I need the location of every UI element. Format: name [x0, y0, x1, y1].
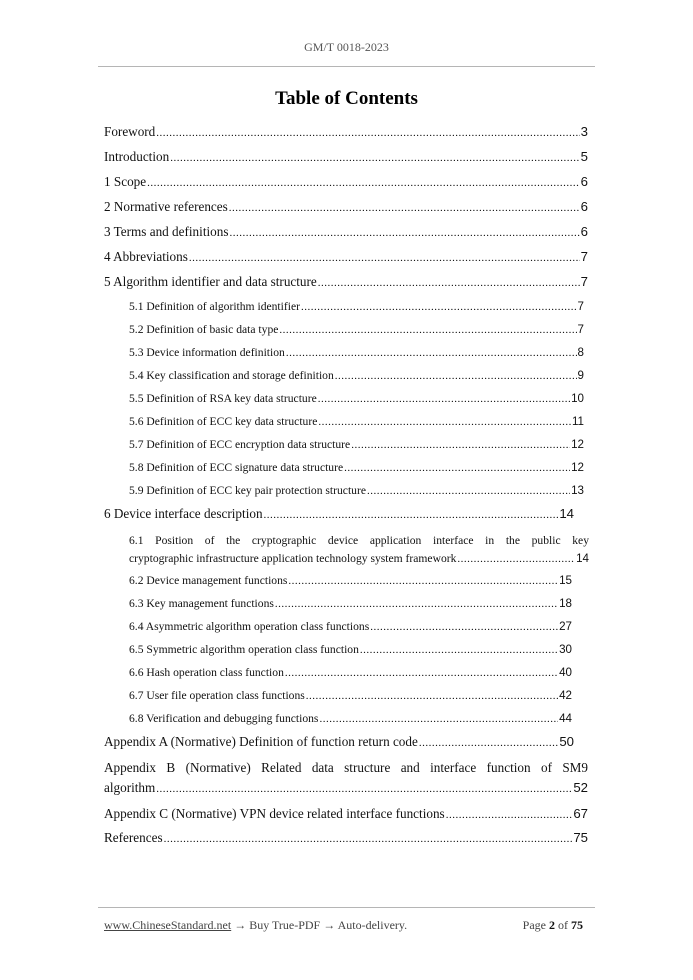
toc-entry-title: 5.2 Definition of basic data type — [129, 323, 279, 336]
toc-entry-title: 6.3 Key management functions — [129, 597, 274, 610]
dot-leader — [285, 667, 558, 679]
toc-entry-page: 13 — [571, 484, 584, 497]
toc-entry-title: 5 Algorithm identifier and data structure — [104, 274, 317, 289]
dot-leader — [279, 324, 576, 336]
toc-entry-6-6[interactable] — [104, 662, 572, 685]
toc-entry-5-8[interactable] — [104, 457, 584, 480]
toc-entry-title: Foreword — [104, 124, 156, 139]
toc-entry-page: 7 — [577, 323, 584, 336]
toc-entry-appendix-c[interactable] — [104, 801, 588, 827]
toc-entry-page: 6 — [580, 199, 588, 214]
toc-entry-5-6[interactable] — [104, 411, 584, 434]
toc-entry-title: 6.2 Device management functions — [129, 574, 288, 587]
page-label: Page — [522, 918, 546, 932]
dot-leader — [344, 462, 570, 474]
toc-entry-page: 6 — [580, 224, 588, 239]
toc-entry-page: 7 — [580, 249, 588, 264]
dot-leader — [367, 485, 570, 497]
dot-leader — [419, 737, 558, 749]
footer-promo — [104, 918, 407, 933]
toc-entry-5-7[interactable] — [104, 434, 584, 457]
dot-leader — [457, 553, 575, 565]
toc-entry-6-5[interactable] — [104, 639, 572, 662]
toc-entry-page: 67 — [573, 806, 588, 821]
dot-leader — [189, 252, 580, 264]
toc-entry-6-3[interactable] — [104, 593, 572, 616]
toc-entry-page: 30 — [559, 643, 572, 656]
toc-entry-terms[interactable] — [104, 221, 588, 246]
toc-entry-6-1[interactable] — [104, 528, 589, 570]
toc-entry-title: References — [104, 830, 163, 845]
toc-entry-title: 6.5 Symmetric algorithm operation class function — [129, 643, 359, 656]
toc-entry-appendix-b[interactable] — [104, 756, 588, 801]
dot-leader — [446, 809, 573, 821]
toc-entry-5-4[interactable] — [104, 365, 584, 388]
toc-entry-title: 5.5 Definition of RSA key data structure — [129, 392, 317, 405]
toc-entry-page: 14 — [576, 552, 589, 565]
toc-entry-appendix-a[interactable] — [104, 731, 574, 756]
toc-entry-5-3[interactable] — [104, 342, 584, 365]
dot-leader — [229, 202, 580, 214]
toc-entry-page: 9 — [577, 369, 584, 382]
toc-entry-title: 4 Abbreviations — [104, 249, 188, 264]
toc-entry-page: 6 — [580, 174, 588, 189]
dot-leader — [319, 713, 558, 725]
toc-entry-page: 12 — [571, 438, 584, 451]
dot-leader — [360, 644, 558, 656]
toc-entry-page: 7 — [577, 300, 584, 313]
toc-entry-6-7[interactable] — [104, 685, 572, 708]
toc-entry-title: 6 Device interface description — [104, 506, 263, 521]
dot-leader — [370, 621, 558, 633]
dot-leader — [306, 690, 558, 702]
dot-leader — [318, 416, 571, 428]
toc-entry-title: Introduction — [104, 149, 170, 164]
dot-leader — [170, 152, 579, 164]
toc-entry-algorithm[interactable] — [104, 271, 588, 296]
toc-entry-page: 3 — [580, 124, 588, 139]
site-link[interactable]: www.ChineseStandard.net — [104, 918, 232, 932]
dot-leader — [351, 439, 570, 451]
toc-entry-scope[interactable] — [104, 171, 588, 196]
toc-entry-5-2[interactable] — [104, 319, 584, 342]
header-doc-id: GM/T 0018-2023 — [304, 40, 389, 54]
toc-entry-page: 27 — [559, 620, 572, 633]
toc-entry-6-2[interactable] — [104, 570, 572, 593]
dot-leader — [301, 301, 577, 313]
dot-leader — [264, 509, 559, 521]
arrow-icon: → — [323, 918, 336, 932]
dot-leader — [335, 370, 577, 382]
toc-entry-5-5[interactable] — [104, 388, 584, 411]
toc-entry-title: 6.7 User file operation class functions — [129, 689, 305, 702]
dot-leader — [156, 783, 572, 795]
toc-entry-page: 44 — [559, 712, 572, 725]
toc-entry-title-line1: Appendix B (Normative) Related data structure and interface function of SM9 — [104, 760, 588, 775]
toc-entry-page: 50 — [559, 734, 574, 749]
toc-entry-page: 75 — [573, 830, 588, 845]
auto-delivery-text: Auto-delivery. — [337, 918, 408, 932]
total-pages: 75 — [571, 918, 583, 932]
toc-entry-normative-references[interactable] — [104, 196, 588, 221]
toc-entry-page: 10 — [571, 392, 584, 405]
toc-entry-introduction[interactable] — [104, 146, 588, 171]
toc-entry-6-1-line2 — [129, 552, 589, 570]
toc-entry-page: 8 — [577, 346, 584, 359]
table-of-contents — [104, 121, 588, 852]
of-label: of — [558, 918, 568, 932]
toc-entry-title: Appendix A (Normative) Definition of function return code — [104, 734, 418, 749]
dot-leader — [156, 127, 579, 139]
dot-leader — [164, 833, 573, 845]
dot-leader — [275, 598, 558, 610]
toc-entry-title: 5.8 Definition of ECC signature data structure — [129, 461, 344, 474]
header-rule — [98, 66, 595, 67]
buy-pdf-text: Buy True-PDF — [249, 918, 321, 932]
dot-leader — [229, 227, 579, 239]
toc-entry-6-4[interactable] — [104, 616, 572, 639]
toc-entry-references[interactable] — [104, 827, 588, 852]
dot-leader — [318, 277, 580, 289]
toc-entry-title: 6.4 Asymmetric algorithm operation class functions — [129, 620, 370, 633]
toc-entry-page: 14 — [559, 506, 574, 521]
toc-entry-page: 11 — [571, 415, 584, 428]
toc-entry-title: Appendix C (Normative) VPN device related interface functions — [104, 806, 445, 821]
toc-entry-title: 5.7 Definition of ECC encryption data structure — [129, 438, 351, 451]
dot-leader — [286, 347, 577, 359]
toc-entry-foreword[interactable] — [104, 121, 588, 146]
toc-entry-title: 6.8 Verification and debugging functions — [129, 712, 319, 725]
dot-leader — [318, 393, 570, 405]
toc-entry-title: 5.3 Device information definition — [129, 346, 285, 359]
toc-entry-title-line1: 6.1 Position of the cryptographic device application interface in the public key — [129, 534, 589, 547]
toc-entry-title: 6.6 Hash operation class function — [129, 666, 284, 679]
toc-entry-title: 2 Normative references — [104, 199, 228, 214]
toc-entry-title: 5.1 Definition of algorithm identifier — [129, 300, 300, 313]
toc-entry-5-9[interactable] — [104, 480, 584, 503]
footer-rule — [98, 907, 595, 908]
toc-entry-title: 3 Terms and definitions — [104, 224, 229, 239]
dot-leader — [147, 177, 580, 189]
toc-entry-page: 12 — [571, 461, 584, 474]
toc-entry-page: 18 — [559, 597, 572, 610]
dot-leader — [288, 575, 558, 587]
toc-entry-title-line2: cryptographic infrastructure application technology system framework — [129, 552, 457, 565]
toc-entry-title: 1 Scope — [104, 174, 147, 189]
toc-entry-page: 7 — [580, 274, 588, 289]
toc-entry-page: 52 — [573, 780, 588, 795]
toc-entry-page: 15 — [559, 574, 572, 587]
toc-entry-abbreviations[interactable] — [104, 246, 588, 271]
toc-entry-device-interface[interactable] — [104, 503, 574, 528]
toc-entry-appendix-b-line2 — [104, 780, 588, 801]
arrow-icon: → — [234, 918, 247, 932]
toc-entry-6-8[interactable] — [104, 708, 572, 731]
toc-heading: Table of Contents — [275, 88, 418, 109]
current-page: 2 — [549, 918, 555, 932]
toc-entry-page: 42 — [559, 689, 572, 702]
toc-entry-title-line2: algorithm — [104, 780, 156, 795]
page-indicator — [523, 918, 583, 933]
toc-entry-page: 5 — [580, 149, 588, 164]
toc-entry-title: 5.9 Definition of ECC key pair protection structure — [129, 484, 366, 497]
toc-entry-page: 40 — [559, 666, 572, 679]
toc-entry-title: 5.6 Definition of ECC key data structure — [129, 415, 318, 428]
toc-entry-title: 5.4 Key classification and storage definition — [129, 369, 334, 382]
toc-entry-5-1[interactable] — [104, 296, 584, 319]
